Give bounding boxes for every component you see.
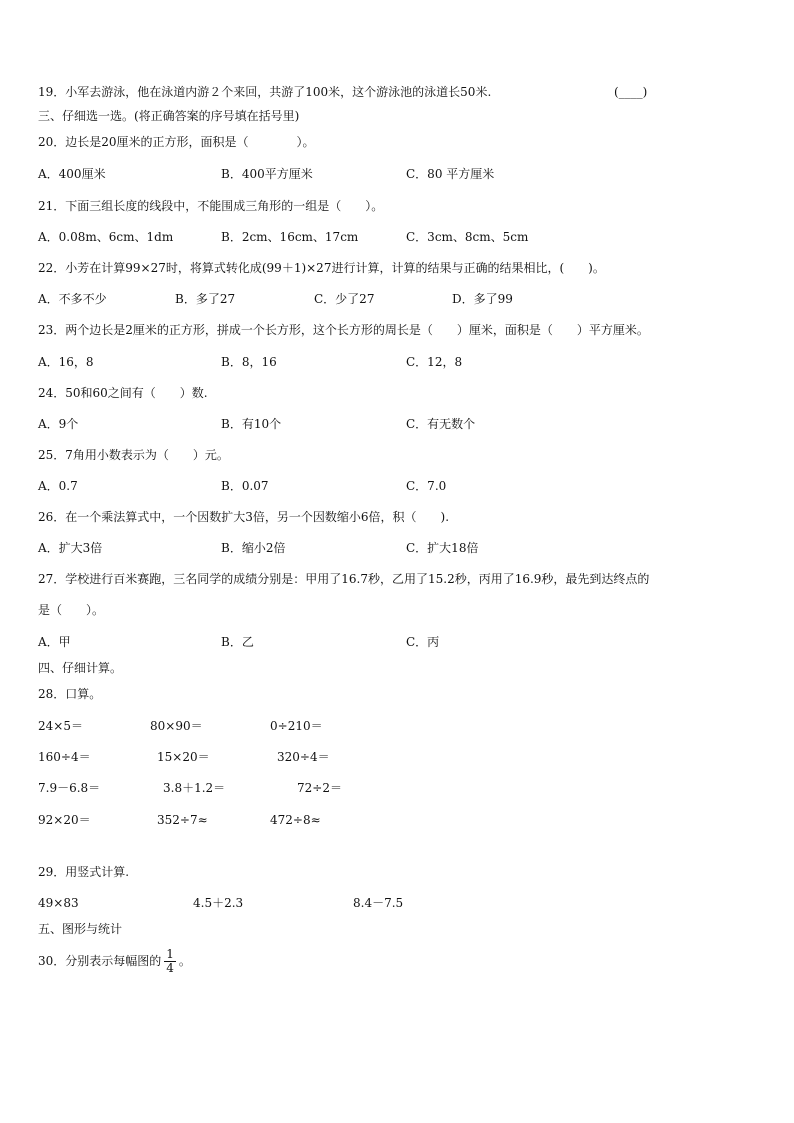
q25-option-b: B．0.07 xyxy=(221,479,269,493)
q30-line xyxy=(38,944,191,978)
q28-calc-r4c3: 472÷8≈ xyxy=(270,813,321,827)
q28-calc-r3c1: 7.9－6.8＝ xyxy=(38,781,101,795)
q28-calc-r1c2: 80×90＝ xyxy=(150,719,203,733)
q28-calc-r4c1: 92×20＝ xyxy=(38,813,91,827)
q21-option-c: C．3cm、8cm、5cm xyxy=(406,230,529,244)
q19-answer-blank: (____) xyxy=(614,85,648,99)
q27-stem-line2: 是（ ）。 xyxy=(38,603,105,617)
q21-option-a: A．0.08m、6cm、1dm xyxy=(38,230,174,244)
fraction-numerator: 1 xyxy=(166,947,174,961)
q21-option-b: B．2cm、16cm、17cm xyxy=(221,230,359,244)
q20-option-c: C．80 平方厘米 xyxy=(406,167,495,181)
q22-option-d: D．多了99 xyxy=(452,292,513,306)
q21-stem: 21．下面三组长度的线段中，不能围成三角形的一组是（ ）。 xyxy=(38,199,384,213)
q28-calc-r4c2: 352÷7≈ xyxy=(157,813,208,827)
q30-prefix: 30．分别表示每幅图的 xyxy=(38,954,162,968)
q26-stem: 26．在一个乘法算式中，一个因数扩大3倍，另一个因数缩小6倍，积（ ). xyxy=(38,510,450,524)
q28-calc-r2c2: 15×20＝ xyxy=(157,750,210,764)
q22-option-a: A．不多不少 xyxy=(38,292,107,306)
q23-option-a: A．16，8 xyxy=(38,355,94,369)
q30-suffix: 。 xyxy=(178,954,191,968)
section4-heading: 四、仔细计算。 xyxy=(38,661,123,675)
q26-option-b: B．缩小2倍 xyxy=(221,541,286,555)
q28-calc-r3c2: 3.8＋1.2＝ xyxy=(163,781,226,795)
q28-calc-r1c1: 24×5＝ xyxy=(38,719,83,733)
q29-item-1: 49×83 xyxy=(38,896,79,910)
q24-option-c: C．有无数个 xyxy=(406,417,476,431)
q23-option-b: B．8，16 xyxy=(221,355,277,369)
q24-option-b: B．有10个 xyxy=(221,417,282,431)
q29-item-2: 4.5＋2.3 xyxy=(193,896,244,910)
q28-calc-r2c1: 160÷4＝ xyxy=(38,750,91,764)
q19-text: 19．小军去游泳，他在泳道内游２个来回，共游了100米，这个游泳池的泳道长50米. xyxy=(38,85,492,99)
one-quarter-fraction xyxy=(164,948,176,975)
fraction-denominator: 4 xyxy=(166,961,174,975)
q29-item-3: 8.4－7.5 xyxy=(353,896,404,910)
q27-option-c: C．丙 xyxy=(406,635,440,649)
q22-option-c: C．少了27 xyxy=(314,292,375,306)
q27-stem-line1: 27．学校进行百米赛跑，三名同学的成绩分别是：甲用了16.7秒，乙用了15.2秒，丙用了16.9秒，最先到达终点的 xyxy=(38,572,650,586)
q25-option-c: C．7.0 xyxy=(406,479,447,493)
q20-option-b: B．400平方厘米 xyxy=(221,167,313,181)
q25-option-a: A．0.7 xyxy=(38,479,78,493)
q29-title: 29．用竖式计算. xyxy=(38,865,130,879)
q24-stem: 24．50和60之间有（ ）数. xyxy=(38,386,208,400)
q26-option-c: C．扩大18倍 xyxy=(406,541,479,555)
q27-option-b: B．乙 xyxy=(221,635,254,649)
q26-option-a: A．扩大3倍 xyxy=(38,541,103,555)
section3-heading: 三、仔细选一选。(将正确答案的序号填在括号里) xyxy=(38,109,300,123)
q20-option-a: A．400厘米 xyxy=(38,167,106,181)
q25-stem: 25．7角用小数表示为（ ）元。 xyxy=(38,448,229,462)
section5-heading: 五、图形与统计 xyxy=(38,922,123,936)
q24-option-a: A．9个 xyxy=(38,417,79,431)
q20-stem: 20．边长是20厘米的正方形，面积是（ ）。 xyxy=(38,135,315,149)
q22-stem: 22．小芳在计算99×27时，将算式转化成(99＋1)×27进行计算，计算的结果与正确的结果相比，( )。 xyxy=(38,261,605,275)
q28-calc-r3c3: 72÷2＝ xyxy=(297,781,342,795)
q22-option-b: B．多了27 xyxy=(175,292,236,306)
q23-stem: 23．两个边长是2厘米的正方形，拼成一个长方形，这个长方形的周长是（ ）厘米，面积是（ ）平方厘米。 xyxy=(38,323,649,337)
q28-calc-r2c3: 320÷4＝ xyxy=(277,750,330,764)
q28-title: 28．口算。 xyxy=(38,687,102,701)
q23-option-c: C．12，8 xyxy=(406,355,463,369)
q27-option-a: A．甲 xyxy=(38,635,71,649)
q19-line xyxy=(38,84,491,100)
q28-calc-r1c3: 0÷210＝ xyxy=(270,719,323,733)
